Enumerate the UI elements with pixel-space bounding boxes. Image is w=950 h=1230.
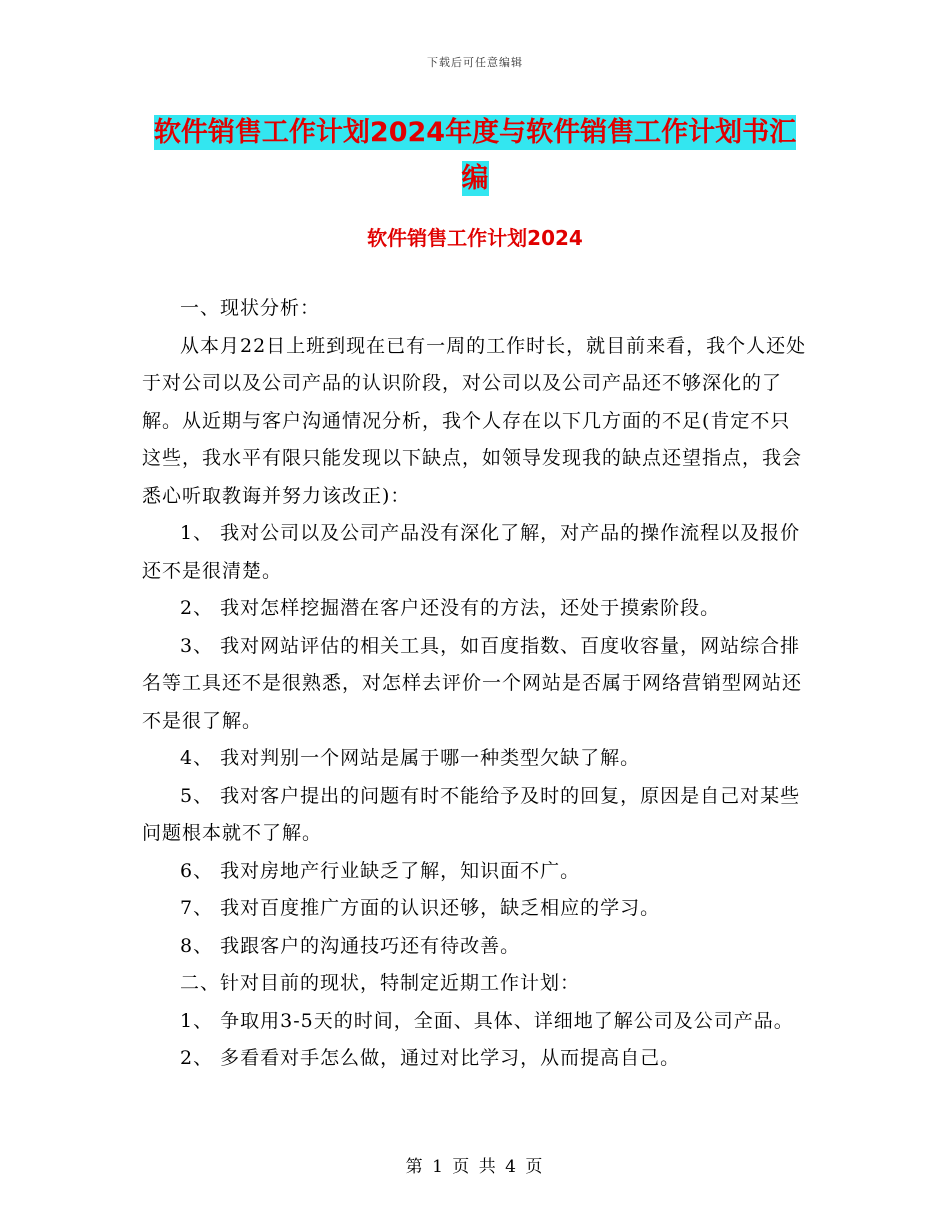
list-item: 1、 争取用3-5天的时间，全面、具体、详细地了解公司及公司产品。	[180, 1009, 794, 1032]
header-note: 下载后可任意编辑	[427, 56, 523, 69]
page-footer: 第 1 页 共 4 页	[405, 1157, 545, 1177]
paragraph: 从本月22日上班到现在已有一周的工作时长，就目前来看，我个人还处于对公司以及公司产品的认识阶段，对公司以及公司产品还不够深化的了解。从近期与客户沟通情况分析，我个人存在以下几方面的不足(肯定不只这些，我水平有限只能发现以下缺点，如领导发现我的缺点还望指点，我会悉心听取教诲并努力该改正)：	[142, 334, 807, 507]
title-line-2: 编	[461, 163, 489, 194]
title-line-1: 软件销售工作计划2024年度与软件销售工作计划书汇	[153, 117, 797, 148]
list-item: 2、 多看看对手怎么做，通过对比学习，从而提高自己。	[180, 1047, 681, 1069]
section-title: 软件销售工作计划2024	[367, 226, 583, 250]
list-item: 7、 我对百度推广方面的认识还够，缺乏相应的学习。	[180, 897, 661, 919]
list-item: 4、 我对判别一个网站是属于哪一种类型欠缺了解。	[180, 747, 641, 769]
list-item: 3、 我对网站评估的相关工具，如百度指数、百度收容量，网站综合排名等工具还不是很熟悉，对怎样去评价一个网站是否属于网络营销型网站还不是很了解。	[142, 634, 803, 732]
list-item: 5、 我对客户提出的问题有时不能给予及时的回复，原因是自己对某些问题根本就不了解。	[142, 784, 801, 844]
body-text	[142, 290, 810, 1078]
list-item: 2、 我对怎样挖掘潜在客户还没有的方法，还处于摸索阶段。	[180, 597, 721, 619]
heading-work-plan: 二、针对目前的现状，特制定近期工作计划：	[180, 972, 581, 994]
document-title	[140, 110, 810, 202]
list-item: 8、 我跟客户的沟通技巧还有待改善。	[180, 934, 521, 957]
list-item: 1、 我对公司以及公司产品没有深化了解，对产品的操作流程以及报价还不是很清楚。	[142, 522, 801, 582]
heading-status-analysis: 一、现状分析：	[180, 297, 321, 319]
list-item: 6、 我对房地产行业缺乏了解，知识面不广。	[180, 859, 581, 882]
